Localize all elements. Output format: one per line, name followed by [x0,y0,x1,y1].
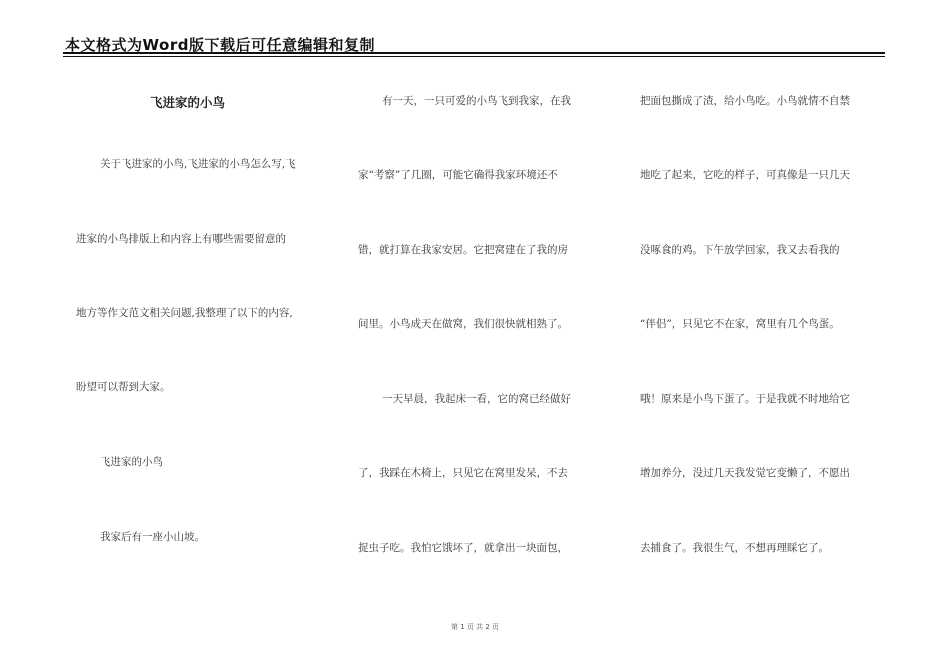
header-rule-thick [63,52,885,54]
paragraph-line: 把面包撕成了渣，给小鸟吃。小鸟就情不自禁 [640,95,850,107]
document-header: 本文格式为Word版下载后可任意编辑和复制 [65,36,375,54]
header-rule-thin [63,56,885,57]
paragraph-line: 有一天，一只可爱的小鸟飞到我家，在我 [382,95,571,107]
paragraph-line: 盼望可以帮到大家。 [76,381,171,393]
article-title: 飞进家的小鸟 [150,95,226,110]
paragraph-line: 去捕食了。我很生气，不想再理睬它了。 [640,542,829,554]
paragraph-line: 了，我踩在木椅上，只见它在窝里发呆，不去 [358,467,568,479]
paragraph-line: 地方等作文范文相关问题,我整理了以下的内容, [76,307,293,319]
paragraph-line: 我家后有一座小山坡。 [100,531,205,543]
paragraph-line: 关于飞进家的小鸟,飞进家的小鸟怎么写,飞 [100,158,296,170]
paragraph-line: “伴侣”，只见它不在家，窝里有几个鸟蛋。 [640,318,840,330]
paragraph-line: 错，就打算在我家安居。它把窝建在了我的房 [358,244,568,256]
paragraph-line: 飞进家的小鸟 [100,456,163,468]
paragraph-line: 间里。小鸟成天在做窝，我们很快就相熟了。 [358,318,568,330]
paragraph-line: 哦！原来是小鸟下蛋了。于是我就不时地给它 [640,393,850,405]
paragraph-line: 增加养分，没过几天我发觉它变懒了，不愿出 [640,467,850,479]
paragraph-line: 进家的小鸟排版上和内容上有哪些需要留意的 [76,233,286,245]
page-number: 第 1 页 共 2 页 [450,623,500,631]
paragraph-line: 家“考察”了几圈，可能它确得我家环境还不 [358,169,558,181]
paragraph-line: 没啄食的鸡。下午放学回家，我又去看我的 [640,244,840,256]
paragraph-line: 一天早晨，我起床一看，它的窝已经做好 [382,393,571,405]
paragraph-line: 地吃了起来，它吃的样子，可真像是一只几天 [640,169,850,181]
paragraph-line: 捉虫子吃。我怕它饿坏了，就拿出一块面包， [358,542,568,554]
